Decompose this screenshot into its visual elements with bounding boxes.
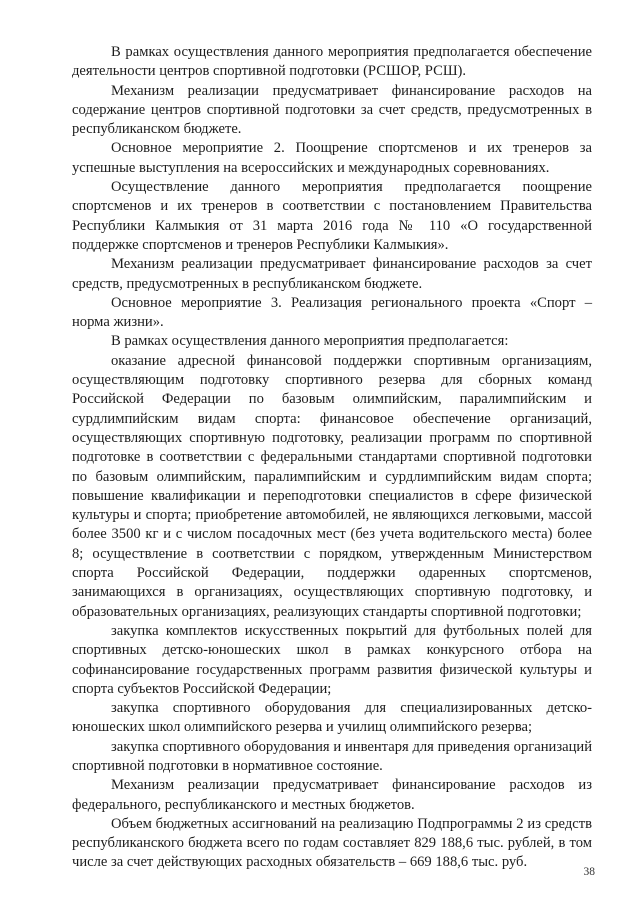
paragraph-9: закупка комплектов искусственных покрытий для футбольных полей для спортивных детско-юношеских школ в рамках конкурсного отбора на софинансирование государственных программ развития физической культуры и спорта субъектов Российской Федерации;: [72, 622, 592, 697]
page-number: 38: [583, 866, 595, 878]
paragraph-2: Механизм реализации предусматривает финансирование расходов на содержание центров спортивной подготовки за счет средств, предусмотренных в республиканском бюджете.: [72, 82, 592, 138]
paragraph-1: В рамках осуществления данного мероприятия предполагается обеспечение деятельности центров спортивной подготовки (РСШОР, РСШ).: [72, 44, 592, 80]
paragraph-3: Основное мероприятие 2. Поощрение спортсменов и их тренеров за успешные выступления на всероссийских и международных соревнованиях.: [72, 140, 592, 176]
paragraph-5: Механизм реализации предусматривает финансирование расходов за счет средств, предусмотренных в республиканском бюджете.: [72, 256, 592, 292]
paragraph-7: В рамках осуществления данного мероприятия предполагается:: [111, 333, 509, 350]
paragraph-11: закупка спортивного оборудования и инвентаря для приведения организаций спортивной подготовки в нормативное состояние.: [72, 738, 592, 774]
paragraph-4: Осуществление данного мероприятия предполагается поощрение спортсменов и их тренеров в соответствии с постановлением Правительства Республики Калмыкия от 31 марта 2016 года № 110 «О государственной поддержке спортсменов и тренеров Республики Калмыкия».: [72, 179, 592, 253]
paragraph-13: Объем бюджетных ассигнований на реализацию Подпрограммы 2 из средств республиканского бюджета всего по годам составляет 829 188,6 тыс. рублей, в том числе за счет действующих расходных обязательств – 669 188,6 тыс. руб.: [72, 815, 592, 871]
paragraph-10: закупка спортивного оборудования для специализированных детско-юношеских школ олимпийского резерва и училищ олимпийского резерва;: [72, 700, 592, 736]
paragraph-6: Основное мероприятие 3. Реализация регионального проекта «Спорт – норма жизни».: [72, 294, 592, 331]
paragraph-8: оказание адресной финансовой поддержки спортивным организациям, осуществляющим подготовку спортивного резерва для сборных команд Российской Федерации по базовым олимпийским, паралимпийским и сурдлимпийским видам спорта: финансовое обеспечение организаций, осуществляющих спортивную подготовку, реализации программ по спортивной подготовке в соответствии с федеральными стандартами спортивной подготовки по базовым олимпийским, паралимпийским и сурдлимпийским видам спорта; повышение квалификации и переподготовки специалистов в сфере физической культуры и спорта; приобретение автомобилей, не являющихся легковыми, массой более 3500 кг и с числом посадочных мест (без учета водительского места) более 8; осуществление в соответствии с порядком, утвержденным Министерством спорта Российской Федерации, поддержки одаренных спортсменов, занимающихся в организациях, осуществляющих спортивную подготовку, и образовательных организациях, реализующих стандарты спортивной подготовки;: [72, 352, 592, 620]
document-body: [72, 43, 592, 873]
paragraph-12: Механизм реализации предусматривает финансирование расходов из федерального, республиканского и местных бюджетов.: [72, 777, 592, 813]
